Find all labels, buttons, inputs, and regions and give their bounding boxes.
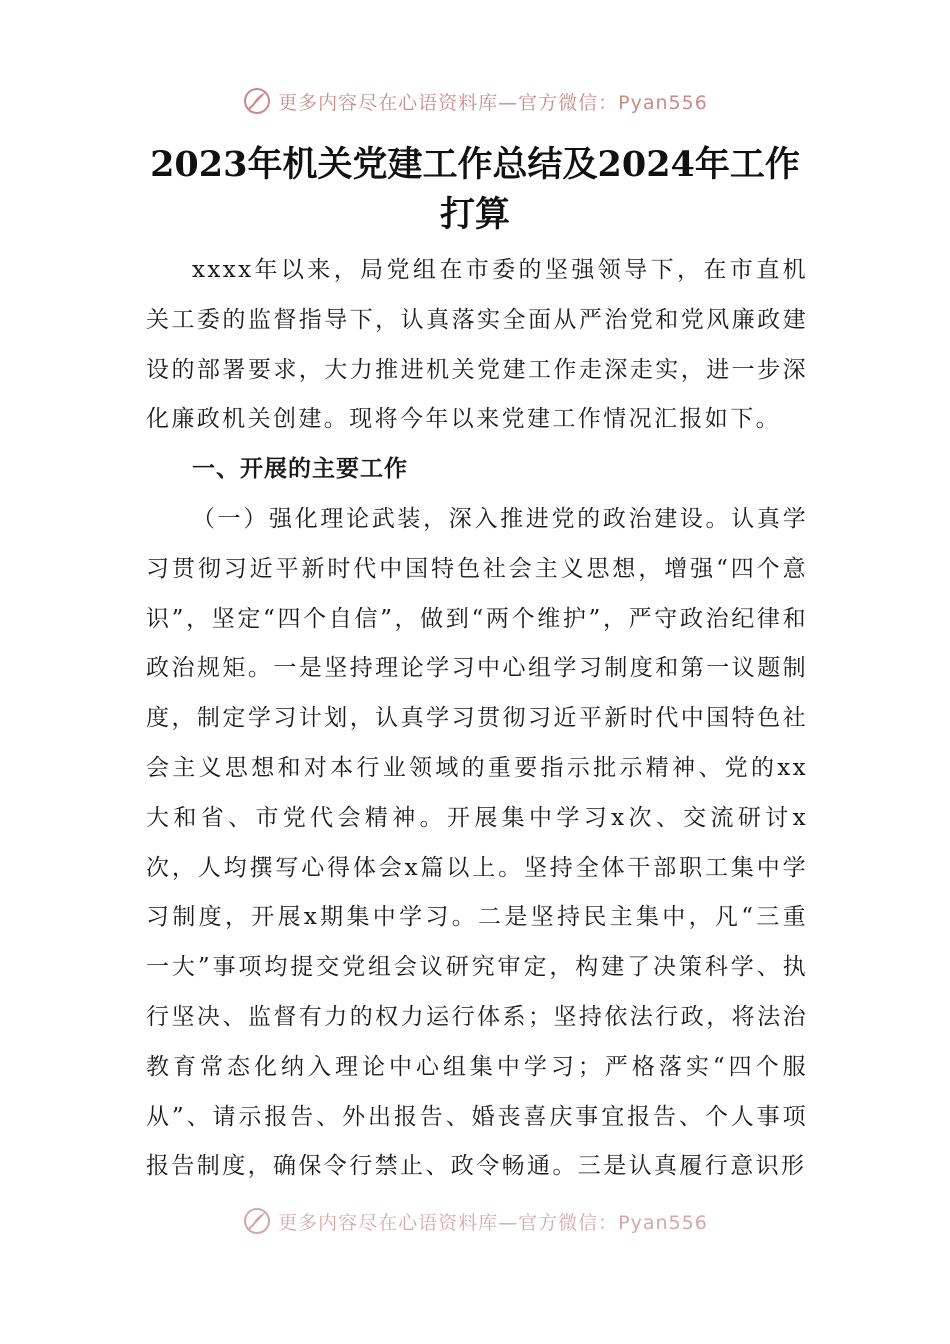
watermark-text: 更多内容尽在心语资料库—官方微信：Pyan556 [278, 1211, 708, 1234]
watermark-header [0, 86, 950, 116]
watermark-footer [0, 1206, 950, 1236]
feather-logo-icon [242, 1206, 272, 1236]
body-paragraph: （一）强化理论武装，深入推进党的政治建设。认真学习贯彻习近平新时代中国特色社会主义思想，增强“四个意识”，坚定“四个自信”，做到“两个维护”，严守政治纪律和政治规矩。一是坚持理论学习中心组学习制度和第一议题制度，制定学习计划，认真学习贯彻习近平新时代中国特色社会主义思想和对本行业领域的重要指示批示精神、党的xx大和省、市党代会精神。开展集中学习x次、交流研讨x次，人均撰写心得体会x篇以上。坚持全体干部职工集中学习制度，开展x期集中学习。二是坚持民主集中，凡“三重一大”事项均提交党组会议研究审定，构建了决策科学、执行坚决、监督有力的权力运行体系；坚持依法行政，将法治教育常态化纳入理论中心组集中学习；严格落实“四个服从”、请示报告、外出报告、婚丧喜庆事宜报告、个人事项报告制度，确保令行禁止、政令畅通。三是认真履行意识形 [146, 505, 808, 1180]
watermark-text: 更多内容尽在心语资料库—官方微信：Pyan556 [278, 91, 708, 114]
section-heading: 一、开展的主要工作 [192, 456, 408, 483]
feather-logo-icon [242, 86, 272, 116]
intro-paragraph: xxxx年以来，局党组在市委的坚强领导下，在市直机关工委的监督指导下，认真落实全面从严治党和党风廉政建设的部署要求，大力推进机关党建工作走深走实，进一步深化廉政机关创建。现将今年以来党建工作情况汇报如下。 [146, 257, 808, 433]
document-title: 2023年机关党建工作总结及2024年工作打算 [150, 144, 800, 235]
document-body [146, 246, 808, 1192]
